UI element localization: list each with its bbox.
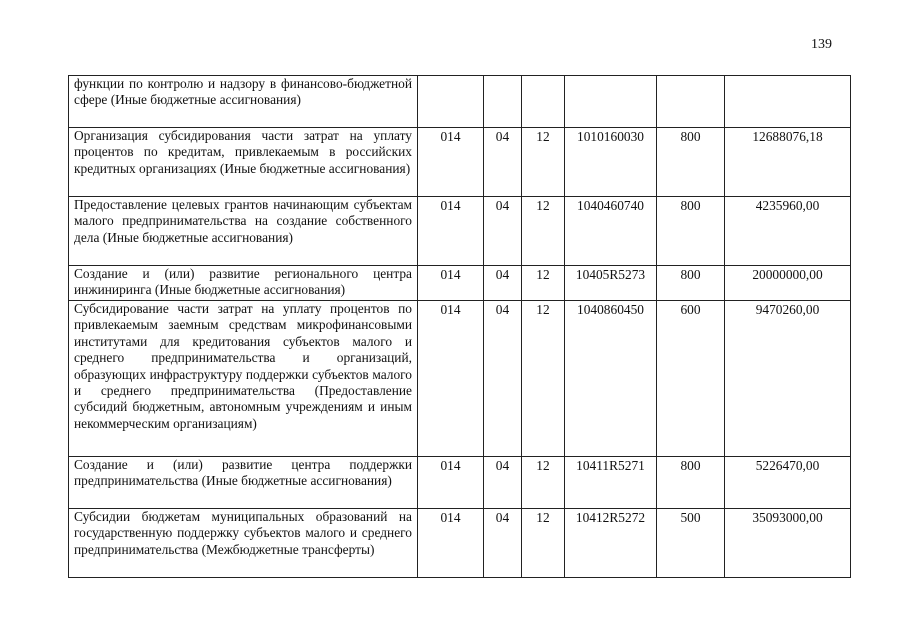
- table-row: [69, 128, 851, 197]
- row-expense-type-code: 800: [657, 266, 725, 301]
- row-amount: 12688076,18: [725, 128, 851, 197]
- row-description: Организация субсидирования части затрат на уплату процентов по кредитам, привлекаемым в российских кредитных организациях (Иные бюджетные ассигнования): [69, 128, 418, 197]
- row-section-code: 04: [484, 509, 522, 578]
- row-target-code: 10405R5273: [565, 266, 657, 301]
- row-expense-type-code: 800: [657, 128, 725, 197]
- row-subsection-code: 12: [522, 266, 565, 301]
- row-amount: 35093000,00: [725, 509, 851, 578]
- row-amount: 20000000,00: [725, 266, 851, 301]
- row-target-code: 10411R5271: [565, 457, 657, 509]
- row-description: Создание и (или) развитие регионального центра инжиниринга (Иные бюджетные ассигнования): [69, 266, 418, 301]
- row-subsection-code: 12: [522, 457, 565, 509]
- table-row: [69, 457, 851, 509]
- row-section-code: 04: [484, 457, 522, 509]
- row-expense-type-code: 800: [657, 457, 725, 509]
- row-subsection-code: 12: [522, 128, 565, 197]
- row-amount: 5226470,00: [725, 457, 851, 509]
- row-section-code: 04: [484, 128, 522, 197]
- table-row: [69, 197, 851, 266]
- table-row: [69, 509, 851, 578]
- row-target-code: 1040860450: [565, 301, 657, 457]
- row-ved-code: 014: [418, 301, 484, 457]
- row-expense-type-code: [657, 76, 725, 128]
- row-subsection-code: 12: [522, 197, 565, 266]
- row-description: Субсидии бюджетам муниципальных образований на государственную поддержку субъектов малого и среднего предпринимательства (Межбюджетные трансферты): [69, 509, 418, 578]
- row-amount: 9470260,00: [725, 301, 851, 457]
- row-description: Предоставление целевых грантов начинающим субъектам малого предпринимательства на создание собственного дела (Иные бюджетные ассигнования): [69, 197, 418, 266]
- row-expense-type-code: 800: [657, 197, 725, 266]
- row-subsection-code: 12: [522, 301, 565, 457]
- row-expense-type-code: 500: [657, 509, 725, 578]
- row-amount: [725, 76, 851, 128]
- row-ved-code: 014: [418, 509, 484, 578]
- row-expense-type-code: 600: [657, 301, 725, 457]
- row-ved-code: 014: [418, 197, 484, 266]
- row-subsection-code: [522, 76, 565, 128]
- row-ved-code: [418, 76, 484, 128]
- row-description: Субсидирование части затрат на уплату процентов по привлекаемым заемным средствам микрофинансовыми институтами для кредитования субъектов малого и среднего предпринимательства и организаций, образующих инфраструктуру поддержки субъектов малого и среднего предпринимательства (Предоставление субсидий бюджетным, автономным учреждениям и иным некоммерческим организациям): [69, 301, 418, 457]
- row-amount: 4235960,00: [725, 197, 851, 266]
- row-description: Создание и (или) развитие центра поддержки предпринимательства (Иные бюджетные ассигнования): [69, 457, 418, 509]
- budget-table: [68, 75, 851, 578]
- page-number: 139: [811, 37, 832, 52]
- row-ved-code: 014: [418, 266, 484, 301]
- row-target-code: 1010160030: [565, 128, 657, 197]
- row-description: функции по контролю и надзору в финансово-бюджетной сфере (Иные бюджетные ассигнования): [69, 76, 418, 128]
- row-subsection-code: 12: [522, 509, 565, 578]
- table-row: [69, 76, 851, 128]
- row-section-code: [484, 76, 522, 128]
- row-target-code: 1040460740: [565, 197, 657, 266]
- table-row: [69, 301, 851, 457]
- row-section-code: 04: [484, 301, 522, 457]
- row-ved-code: 014: [418, 128, 484, 197]
- row-section-code: 04: [484, 266, 522, 301]
- row-section-code: 04: [484, 197, 522, 266]
- row-target-code: 10412R5272: [565, 509, 657, 578]
- row-target-code: [565, 76, 657, 128]
- table-row: [69, 266, 851, 301]
- row-ved-code: 014: [418, 457, 484, 509]
